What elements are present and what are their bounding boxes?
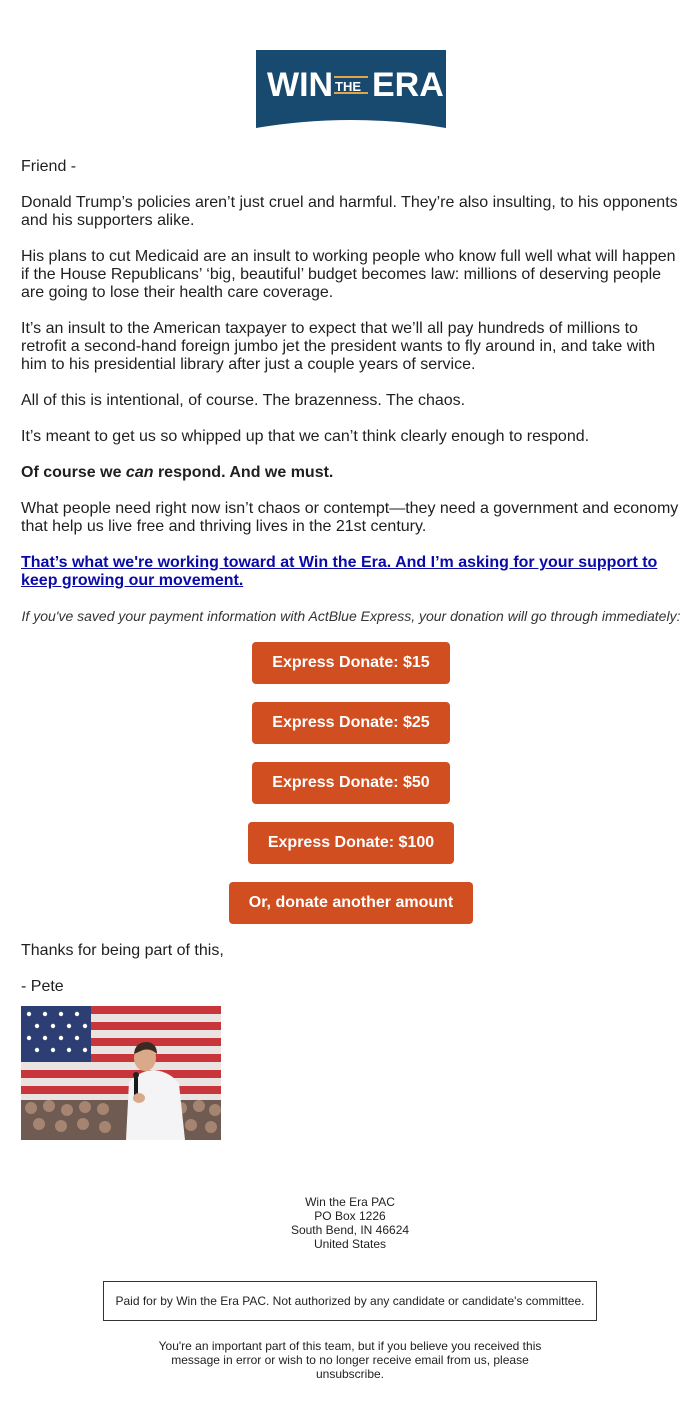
address-line-3: South Bend, IN 46624 (290, 1223, 410, 1237)
donate-100-button[interactable]: Express Donate: $100 (248, 822, 454, 864)
paragraph-1: Donald Trump’s policies aren’t just cruel and harmful. They’re also insulting, to his opponents and his supporters alike. (21, 194, 678, 229)
paragraph-3: It’s an insult to the American taxpayer to expect that we’ll all pay hundreds of millions to retrofit a second-hand foreign jumbo jet the president wants to fly around in, and take with him to his presidential library after just a couple years of service. (21, 320, 656, 373)
paragraph-4: All of this is intentional, of course. The brazenness. The chaos. (21, 392, 466, 409)
paid-for-disclaimer: Paid for by Win the Era PAC. Not authorized by any candidate or candidate's committee. (103, 1281, 597, 1321)
logo-text-era: ERA (372, 66, 444, 104)
email-body (21, 158, 681, 1140)
greeting: Friend - (21, 158, 77, 175)
pete-photo (21, 1006, 221, 1140)
paragraph-7: What people need right now isn’t chaos or contempt—they need a government and economy that help us live free and thriving lives in the 21st century. (21, 500, 679, 535)
p6-emphasis: can (125, 464, 154, 481)
donate-50-button[interactable]: Express Donate: $50 (252, 762, 449, 804)
paragraph-5: It’s meant to get us so whipped up that we can’t think clearly enough to respond. (21, 428, 590, 445)
signature: - Pete (21, 978, 64, 995)
donate-25-button[interactable]: Express Donate: $25 (252, 702, 449, 744)
address-line-4: United States (313, 1237, 387, 1251)
logo-text-the: THE (335, 79, 361, 94)
donate-15-button[interactable]: Express Donate: $15 (252, 642, 449, 684)
paragraph-6 (21, 464, 681, 482)
p6-after: respond. And we must. (153, 464, 334, 481)
express-note: If you've saved your payment information with ActBlue Express, your donation will go through immediately: (21, 608, 681, 624)
logo-text-win: WIN (267, 66, 334, 104)
thanks-text: Thanks for being part of this, (21, 942, 224, 959)
win-the-era-logo[interactable] (256, 50, 446, 130)
cta-link[interactable]: That’s what we're working toward at Win the Era. And I’m asking for your support to keep growing our movement. (21, 554, 658, 589)
mailing-address (0, 1195, 700, 1251)
paragraph-2: His plans to cut Medicaid are an insult to working people who know full well what will happen if the House Republicans’ ‘big, beautiful’ budget becomes law: millions of deserving people are going to lose their health care coverage. (21, 248, 676, 301)
address-line-2: PO Box 1226 (314, 1209, 386, 1223)
address-line-1: Win the Era PAC (305, 1195, 395, 1209)
cta-paragraph (21, 554, 681, 590)
unsubscribe-footer[interactable]: You're an important part of this team, but if you believe you received this message in error or wish to no longer receive email from us, please unsubscribe. (158, 1339, 542, 1381)
p6-before: Of course we (21, 464, 126, 481)
donate-other-amount-button[interactable]: Or, donate another amount (229, 882, 473, 924)
